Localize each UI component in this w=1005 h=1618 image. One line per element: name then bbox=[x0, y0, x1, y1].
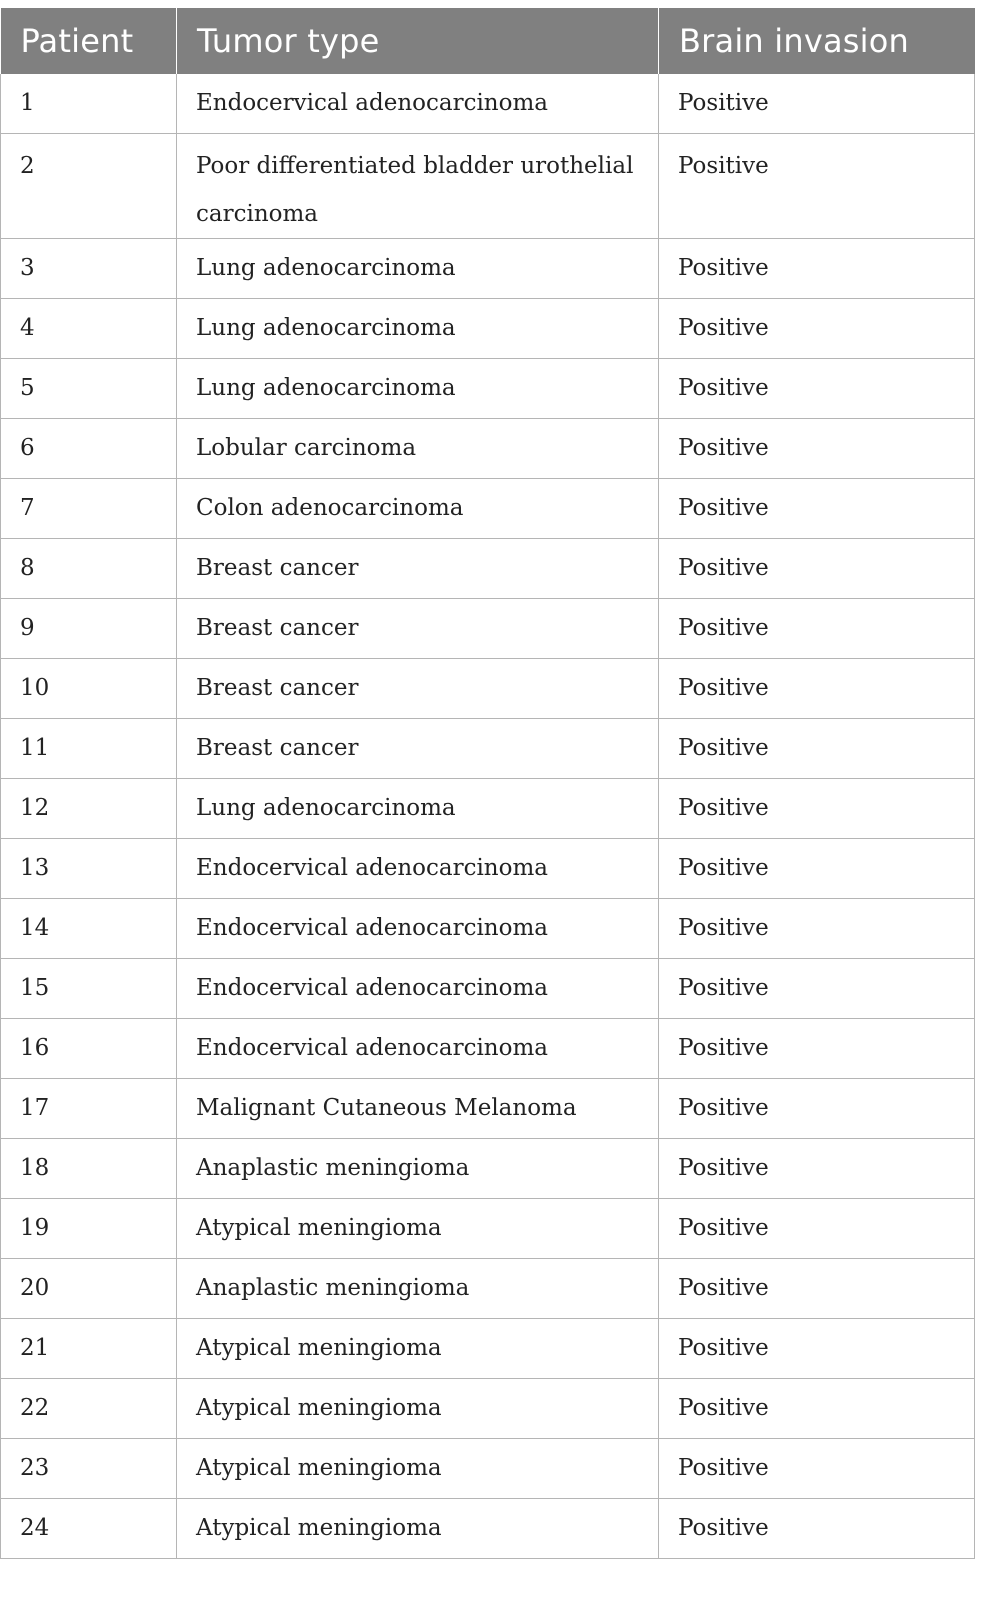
cell-patient: 9 bbox=[1, 599, 177, 659]
cell-patient: 18 bbox=[1, 1139, 177, 1199]
cell-patient: 6 bbox=[1, 419, 177, 479]
cell-tumor-type: Breast cancer bbox=[177, 659, 659, 719]
cell-brain-invasion: Positive bbox=[659, 959, 975, 1019]
table-row bbox=[1, 299, 975, 359]
table-row bbox=[1, 359, 975, 419]
table-row bbox=[1, 1199, 975, 1259]
cell-patient: 22 bbox=[1, 1379, 177, 1439]
table-row bbox=[1, 74, 975, 134]
cell-patient: 19 bbox=[1, 1199, 177, 1259]
cell-brain-invasion: Positive bbox=[659, 1319, 975, 1379]
cell-tumor-type: Poor differentiated bladder urothelial carcinoma bbox=[177, 134, 659, 239]
table-row bbox=[1, 599, 975, 659]
cell-tumor-type: Anaplastic meningioma bbox=[177, 1139, 659, 1199]
cell-patient: 2 bbox=[1, 134, 177, 239]
table-row bbox=[1, 1079, 975, 1139]
cell-brain-invasion: Positive bbox=[659, 839, 975, 899]
cell-patient: 8 bbox=[1, 539, 177, 599]
table-row bbox=[1, 1379, 975, 1439]
table-body bbox=[1, 74, 975, 1559]
cell-patient: 24 bbox=[1, 1499, 177, 1559]
table-row bbox=[1, 1259, 975, 1319]
cell-tumor-type: Atypical meningioma bbox=[177, 1199, 659, 1259]
table-row bbox=[1, 959, 975, 1019]
cell-tumor-type: Atypical meningioma bbox=[177, 1379, 659, 1439]
cell-brain-invasion: Positive bbox=[659, 299, 975, 359]
cell-tumor-type: Anaplastic meningioma bbox=[177, 1259, 659, 1319]
header-tumor-type: Tumor type bbox=[177, 8, 659, 74]
cell-tumor-type: Endocervical adenocarcinoma bbox=[177, 1019, 659, 1079]
cell-tumor-type: Lung adenocarcinoma bbox=[177, 299, 659, 359]
cell-patient: 11 bbox=[1, 719, 177, 779]
cell-patient: 3 bbox=[1, 239, 177, 299]
cell-tumor-type: Endocervical adenocarcinoma bbox=[177, 74, 659, 134]
cell-brain-invasion: Positive bbox=[659, 659, 975, 719]
table-row bbox=[1, 659, 975, 719]
cell-tumor-type: Breast cancer bbox=[177, 539, 659, 599]
cell-tumor-type: Atypical meningioma bbox=[177, 1499, 659, 1559]
cell-brain-invasion: Positive bbox=[659, 779, 975, 839]
cell-brain-invasion: Positive bbox=[659, 1499, 975, 1559]
cell-brain-invasion: Positive bbox=[659, 359, 975, 419]
cell-patient: 1 bbox=[1, 74, 177, 134]
table-row bbox=[1, 479, 975, 539]
table-row bbox=[1, 1019, 975, 1079]
cell-tumor-type: Endocervical adenocarcinoma bbox=[177, 839, 659, 899]
cell-patient: 5 bbox=[1, 359, 177, 419]
cell-brain-invasion: Positive bbox=[659, 134, 975, 239]
cell-brain-invasion: Positive bbox=[659, 719, 975, 779]
cell-tumor-type: Malignant Cutaneous Melanoma bbox=[177, 1079, 659, 1139]
cell-patient: 13 bbox=[1, 839, 177, 899]
cell-patient: 12 bbox=[1, 779, 177, 839]
cell-brain-invasion: Positive bbox=[659, 539, 975, 599]
cell-brain-invasion: Positive bbox=[659, 1199, 975, 1259]
header-row bbox=[1, 8, 975, 74]
table-row bbox=[1, 239, 975, 299]
cell-patient: 23 bbox=[1, 1439, 177, 1499]
table-row bbox=[1, 719, 975, 779]
cell-brain-invasion: Positive bbox=[659, 1379, 975, 1439]
cell-tumor-type: Endocervical adenocarcinoma bbox=[177, 899, 659, 959]
cell-brain-invasion: Positive bbox=[659, 1079, 975, 1139]
header-brain-invasion: Brain invasion bbox=[659, 8, 975, 74]
cell-tumor-type: Atypical meningioma bbox=[177, 1319, 659, 1379]
cell-patient: 20 bbox=[1, 1259, 177, 1319]
patient-table bbox=[0, 8, 975, 1559]
cell-brain-invasion: Positive bbox=[659, 479, 975, 539]
table-row bbox=[1, 839, 975, 899]
cell-tumor-type: Lung adenocarcinoma bbox=[177, 359, 659, 419]
cell-tumor-type: Breast cancer bbox=[177, 599, 659, 659]
cell-tumor-type: Breast cancer bbox=[177, 719, 659, 779]
cell-tumor-type: Endocervical adenocarcinoma bbox=[177, 959, 659, 1019]
table-header bbox=[1, 8, 975, 74]
table-row bbox=[1, 419, 975, 479]
cell-tumor-type: Atypical meningioma bbox=[177, 1439, 659, 1499]
cell-patient: 14 bbox=[1, 899, 177, 959]
cell-brain-invasion: Positive bbox=[659, 1439, 975, 1499]
cell-patient: 16 bbox=[1, 1019, 177, 1079]
table-row bbox=[1, 134, 975, 239]
table-row bbox=[1, 779, 975, 839]
header-patient: Patient bbox=[1, 8, 177, 74]
table-row bbox=[1, 899, 975, 959]
cell-brain-invasion: Positive bbox=[659, 899, 975, 959]
table-row bbox=[1, 1319, 975, 1379]
table-row bbox=[1, 1139, 975, 1199]
cell-patient: 15 bbox=[1, 959, 177, 1019]
cell-patient: 4 bbox=[1, 299, 177, 359]
cell-brain-invasion: Positive bbox=[659, 74, 975, 134]
table-row bbox=[1, 539, 975, 599]
cell-tumor-type: Lobular carcinoma bbox=[177, 419, 659, 479]
cell-patient: 17 bbox=[1, 1079, 177, 1139]
cell-brain-invasion: Positive bbox=[659, 239, 975, 299]
cell-tumor-type: Colon adenocarcinoma bbox=[177, 479, 659, 539]
cell-tumor-type: Lung adenocarcinoma bbox=[177, 779, 659, 839]
cell-brain-invasion: Positive bbox=[659, 419, 975, 479]
cell-patient: 7 bbox=[1, 479, 177, 539]
cell-brain-invasion: Positive bbox=[659, 599, 975, 659]
table-row bbox=[1, 1439, 975, 1499]
cell-patient: 21 bbox=[1, 1319, 177, 1379]
cell-brain-invasion: Positive bbox=[659, 1019, 975, 1079]
cell-brain-invasion: Positive bbox=[659, 1259, 975, 1319]
cell-brain-invasion: Positive bbox=[659, 1139, 975, 1199]
cell-tumor-type: Lung adenocarcinoma bbox=[177, 239, 659, 299]
table-row bbox=[1, 1499, 975, 1559]
cell-patient: 10 bbox=[1, 659, 177, 719]
